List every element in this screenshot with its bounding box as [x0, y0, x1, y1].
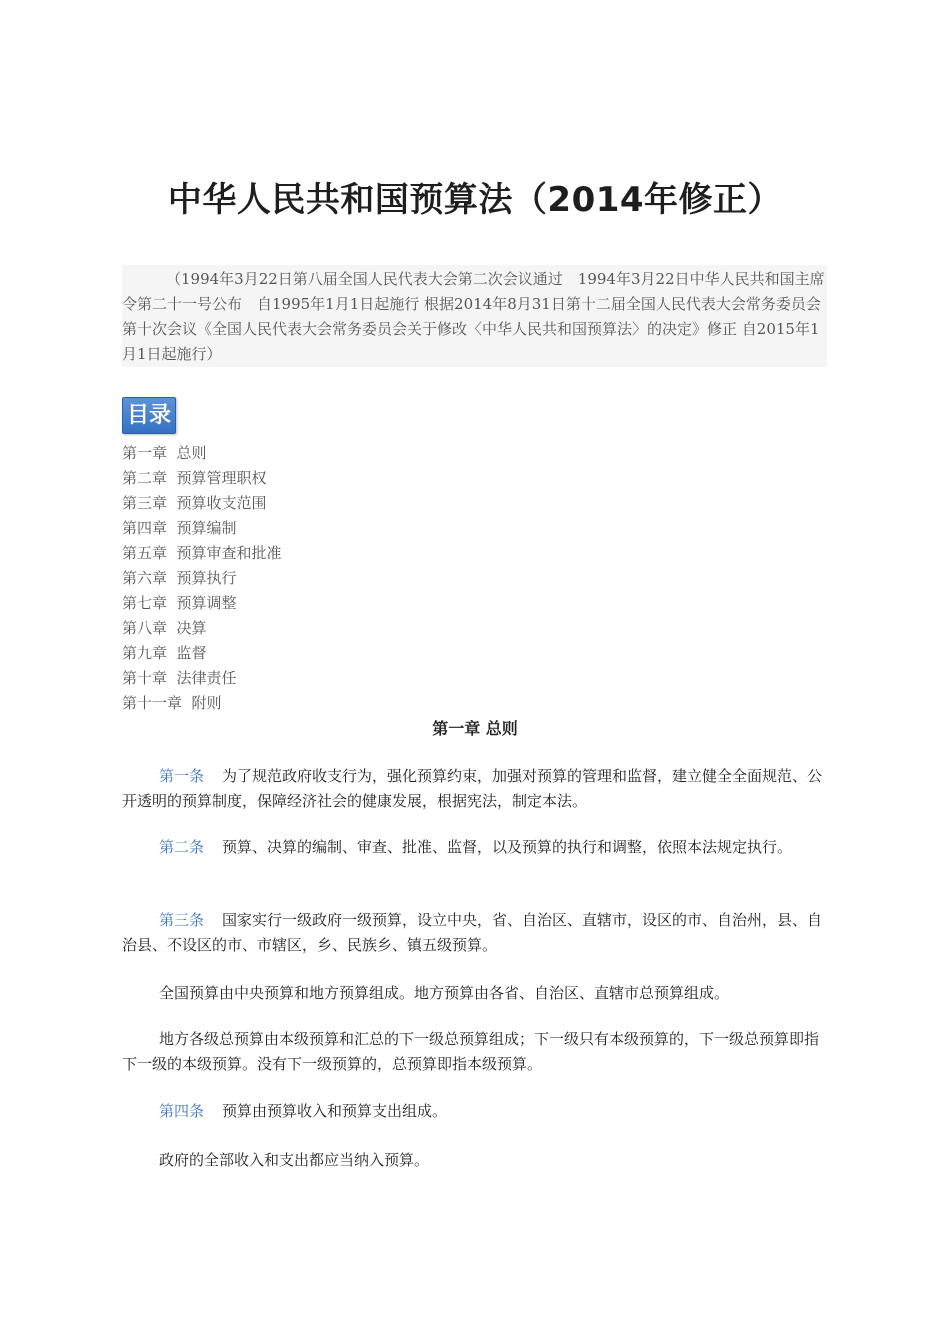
paragraph-text: 地方各级总预算由本级预算和汇总的下一级总预算组成；下一级只有本级预算的，下一级总预算即指下一级的本级预算。没有下一级预算的，总预算即指本级预算。: [122, 1030, 820, 1073]
toc-item-9[interactable]: 第九章 监督: [122, 644, 207, 662]
paragraph-government-revenue: [122, 1148, 827, 1173]
paragraph-text: 国家实行一级政府一级预算，设立中央，省、自治区、直辖市，设区的市、自治州，县、自治县、不设区的市、市辖区，乡、民族乡、镇五级预算。: [122, 911, 823, 954]
paragraph-article-4: [122, 1099, 827, 1124]
chapter-heading: 第一章 总则: [432, 719, 518, 738]
paragraph-text: 为了规范政府收支行为，强化预算约束，加强对预算的管理和监督，建立健全全面规范、公开透明的预算制度，保障经济社会的健康发展，根据宪法，制定本法。: [122, 767, 823, 810]
toc-item-1[interactable]: 第一章 总则: [122, 444, 207, 462]
paragraph-text: 政府的全部收入和支出都应当纳入预算。: [159, 1151, 430, 1169]
paragraph-article-2: [122, 835, 827, 860]
toc-item-7[interactable]: 第七章 预算调整: [122, 594, 237, 612]
toc-item-10[interactable]: 第十章 法律责任: [122, 669, 237, 687]
enactment-note: （1994年3月22日第八届全国人民代表大会第二次会议通过 1994年3月22日中华人民共和国主席令第二十一号公布 自1995年1月1日起施行 根据2014年8月31日第十二届全国人民代表大会常务委员会第十次会议《全国人民代表大会常务委员会关于修改〈中华人民共和国预算法〉的决定》修正 自2015年1月1日起施行）: [122, 265, 827, 367]
toc-item-4[interactable]: 第四章 预算编制: [122, 519, 237, 537]
paragraph-national-budget: [122, 981, 827, 1006]
paragraph-article-3: [122, 908, 827, 958]
document-title: 中华人民共和国预算法（2014年修正）: [167, 180, 783, 220]
article-number[interactable]: 第一条: [159, 767, 205, 785]
paragraph-text: 全国预算由中央预算和地方预算组成。地方预算由各省、自治区、直辖市总预算组成。: [159, 984, 730, 1002]
toc-item-3[interactable]: 第三章 预算收支范围: [122, 494, 267, 512]
paragraph-text: 预算由预算收入和预算支出组成。: [222, 1102, 448, 1120]
article-number[interactable]: 第四条: [159, 1102, 205, 1120]
paragraph-text: 预算、决算的编制、审查、批准、监督，以及预算的执行和调整，依照本法规定执行。: [222, 838, 793, 856]
toc-item-5[interactable]: 第五章 预算审查和批准: [122, 544, 282, 562]
toc-item-8[interactable]: 第八章 决算: [122, 619, 207, 637]
toc-item-6[interactable]: 第六章 预算执行: [122, 569, 237, 587]
toc-item-11[interactable]: 第十一章 附则: [122, 694, 222, 712]
toc-label: 目录: [122, 397, 176, 434]
paragraph-article-1: [122, 764, 827, 814]
article-number[interactable]: 第三条: [159, 911, 205, 929]
article-number[interactable]: 第二条: [159, 838, 205, 856]
paragraph-local-budget: [122, 1027, 827, 1077]
table-of-contents: [122, 441, 282, 716]
toc-item-2[interactable]: 第二章 预算管理职权: [122, 469, 267, 487]
